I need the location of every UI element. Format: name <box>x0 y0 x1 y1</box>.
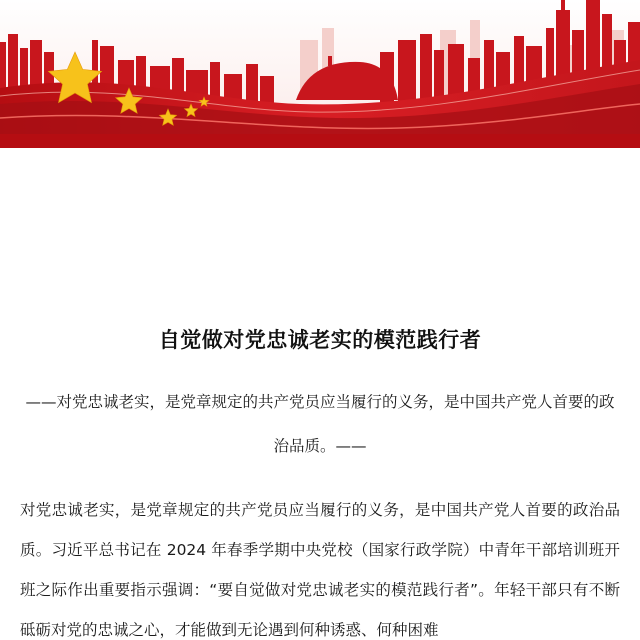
article-body: 对党忠诚老实，是党章规定的共产党员应当履行的义务，是中国共产党人首要的政治品质。习近平总书记在 2024 年春季学期中央党校（国家行政学院）中青年干部培训班开班之际作出重要指示强调：“要自觉做对党忠诚老实的模范践行者”。年轻干部只有不断砥砺对党的忠诚之心，才能做到无论遇到何种诱惑、何种困难 <box>20 501 620 639</box>
banner-illustration <box>0 0 640 148</box>
article-title: 自觉做对党忠诚老实的模范践行者 <box>158 328 482 352</box>
header-banner <box>0 0 640 148</box>
article-subtitle: ——对党忠诚老实，是党章规定的共产党员应当履行的义务，是中国共产党人首要的政治品质。—— <box>25 393 615 455</box>
